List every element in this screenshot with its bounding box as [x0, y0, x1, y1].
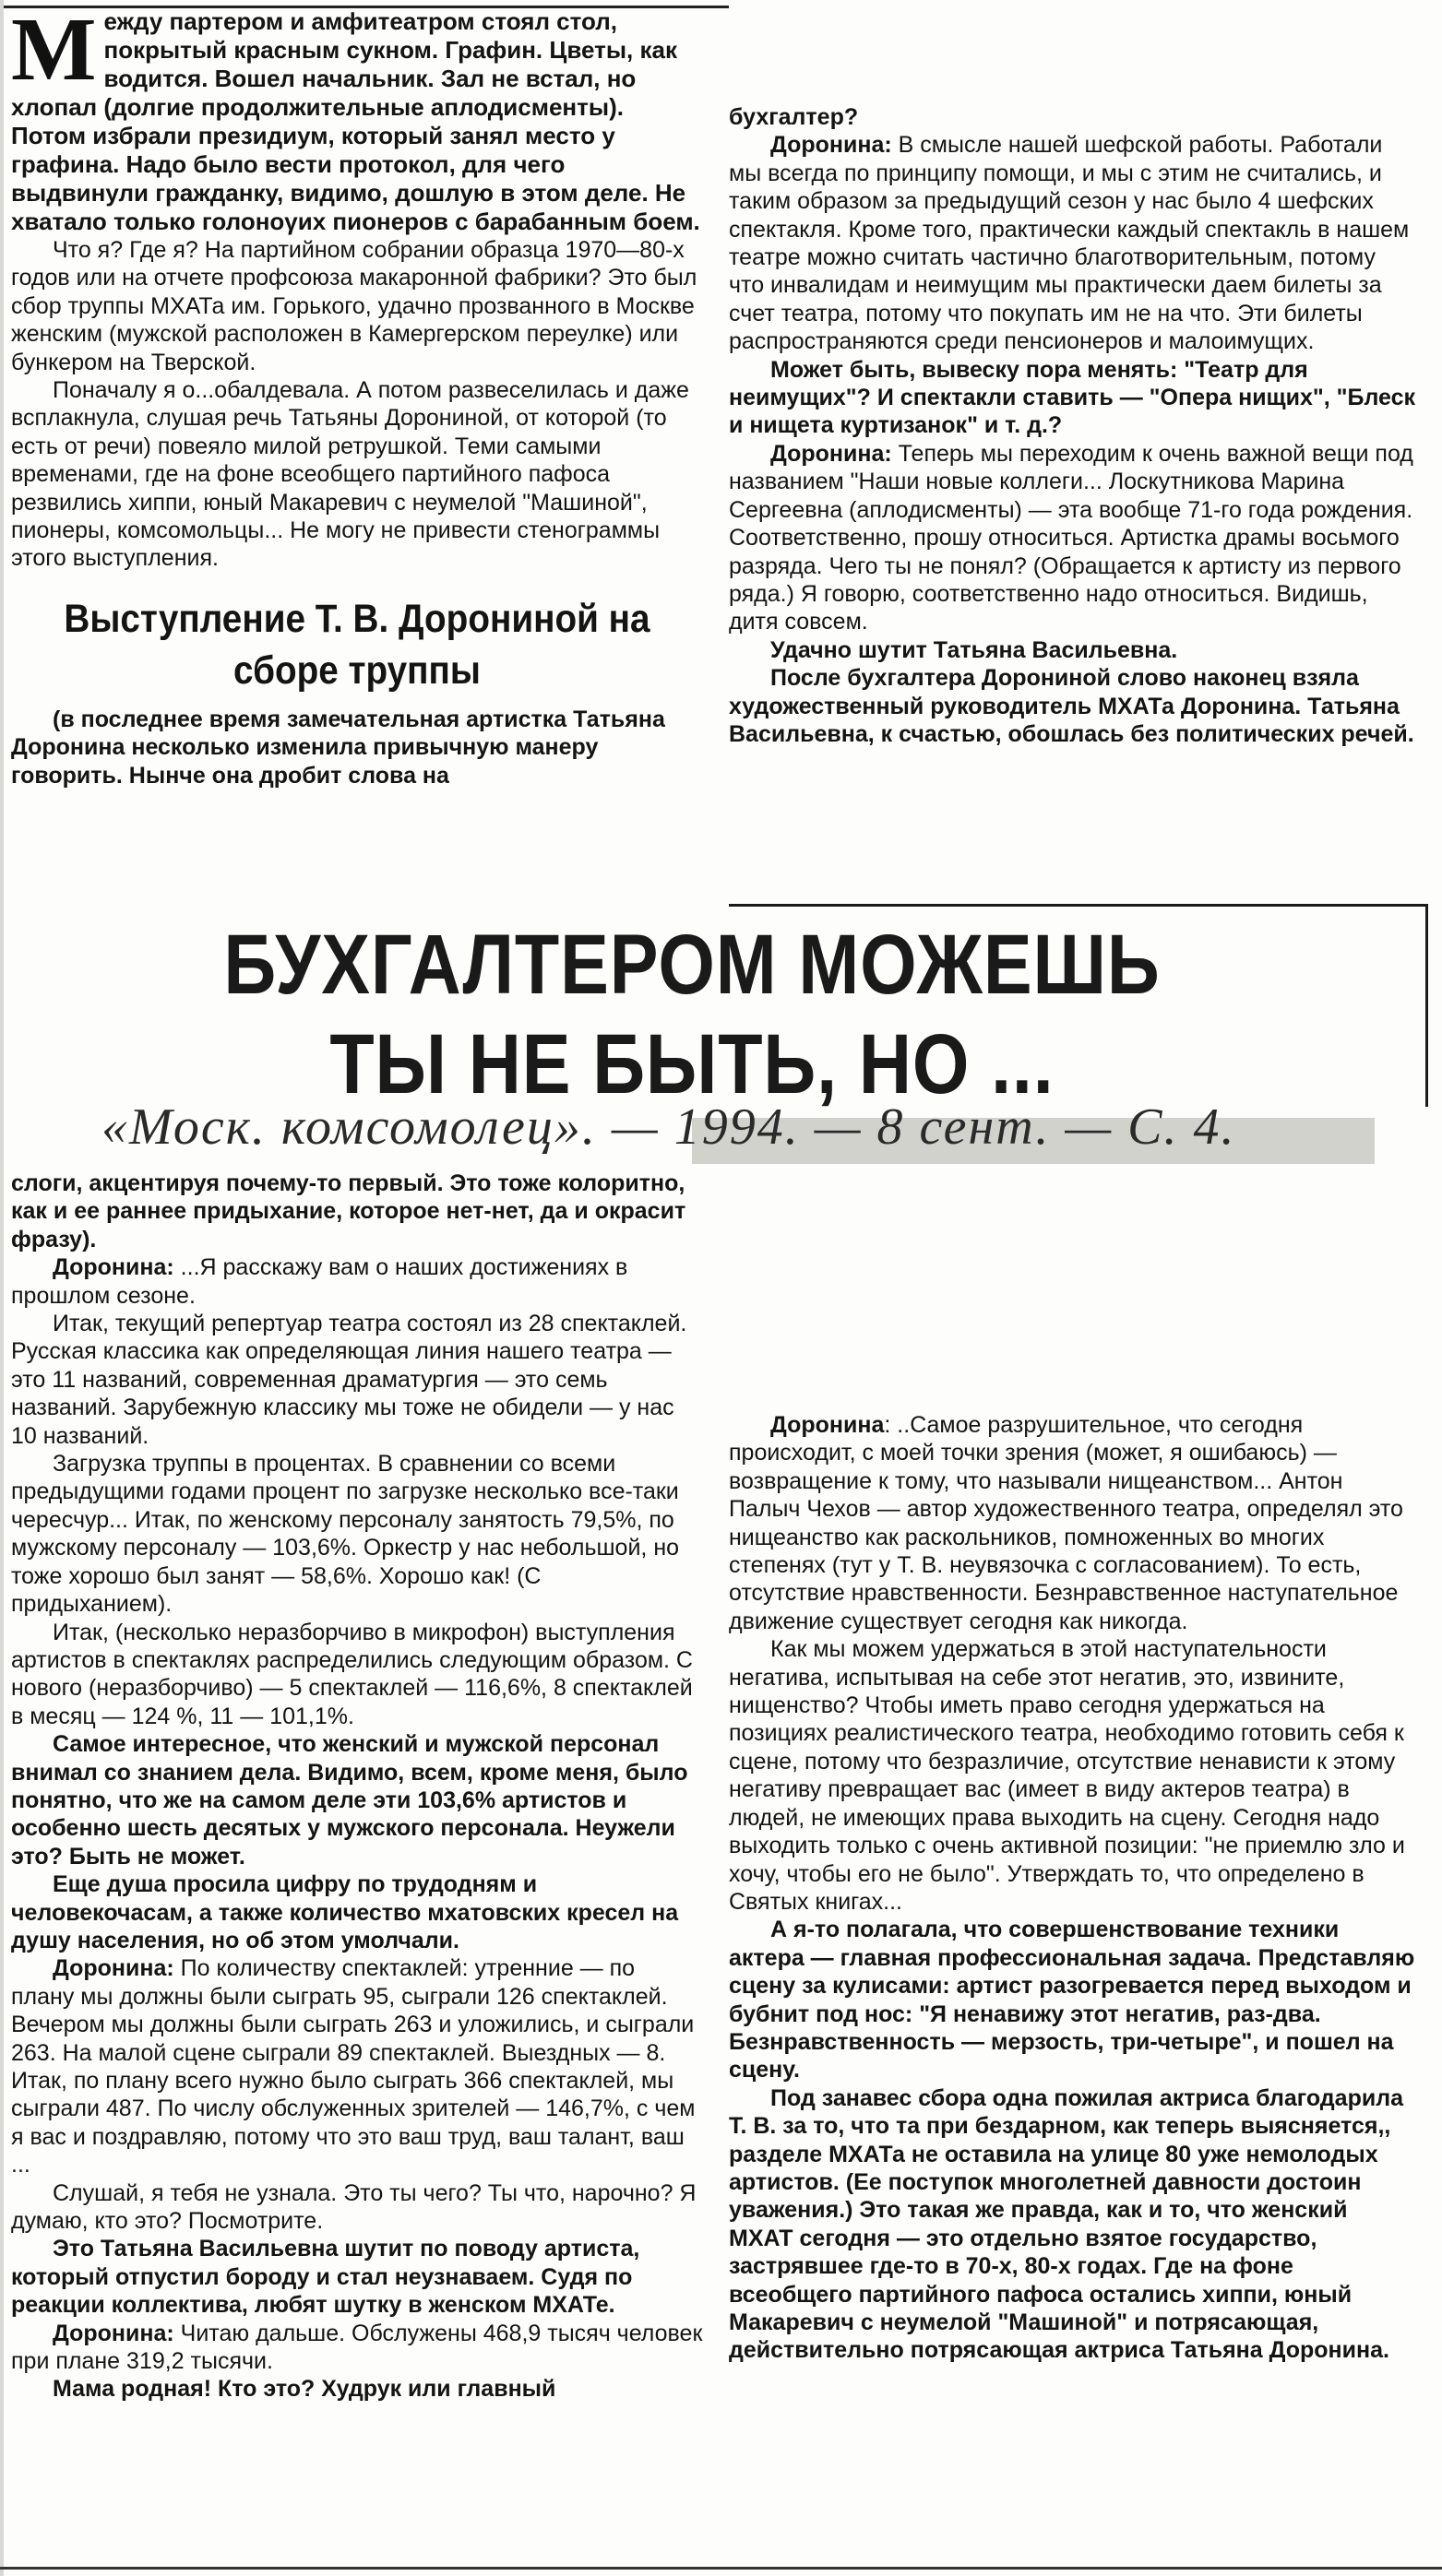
speaker-label: Доронина [770, 1412, 885, 1438]
paragraph-text: бухгалтер? [729, 104, 859, 130]
paragraph-text: Читаю дальше. Обслужены 468,9 тысяч человек при плане 319,2 тысячи. [11, 2320, 703, 2375]
paragraph-text: Итак, (несколько неразборчиво в микрофон) выступления артистов в спектаклях распределились следующим образом. С нового (неразборчиво) — 5 спектаклей — 116,6%, 8 спектаклей в месяц — 124 %, 11 — 101,1%. [11, 1619, 693, 1729]
speech-intro: (в последнее время замечательная артистка Татьяна Доронина несколько изменила привычную манеру говорить. Нынче она дробит слова на [11, 706, 665, 789]
lead-text: ежду партером и амфитеатром стоял стол, покрытый красным сукном. Графин. Цветы, как водится. Вошел начальник. Зал не встал, но хлопал (долгие продолжительные аплодисменты). Потом избрали президиум, который занял место у графина. Надо было вести протокол, для чего выдвинули гражданку, видимо, дошлую в этом деле. Не хватало только голонογих пионеров с барабанным боем. [11, 7, 700, 235]
paragraph [729, 131, 1416, 355]
paragraph [11, 1450, 703, 1618]
paragraph [729, 356, 1416, 440]
paragraph [11, 1310, 703, 1450]
paragraph-text: Это Татьяна Васильевна шутит по поводу артиста, который отпустил бороду и стал неузнаваем. Судя по реакции коллектива, любят шутку в женском МХАТе. [11, 2236, 640, 2319]
paragraph [729, 636, 1416, 664]
paragraph-text: Как мы можем удержаться в этой наступательности негатива, испытывая на себе этот негатив, это, извините, нищенство? Чтобы иметь право сегодня удержаться на позициях реалистического театра, необходимо готовить себя к сцене, потому что безразличие, отсутствие ненависти к этому негативу превращает вас (имеет в виду актеров театра) в людей, не имеющих права выходить на сцену. Сегодня надо выходить только с очень активной позиции: "не приемлю зло и хочу, чтобы его не было". Утверждать то, что определено в Святых книгах... [729, 1636, 1405, 1915]
column-bottom-right [729, 1411, 1416, 2365]
paragraph-text: слоги, акцентируя почему-то первый. Это тоже колоритно, как и ее раннее придыхание, которое нет-нет, да и окрасит фразу). [11, 1170, 686, 1252]
paragraph [729, 440, 1416, 636]
column-bottom-left [11, 1169, 703, 2404]
paragraph [11, 1870, 703, 1954]
paragraph: Что я? Где я? На партийном собрании образца 1970—80-х годов или на отчете профсоюза макаронной фабрики? Это был сбор труппы МХАТа им. Горького, удачно прозванного в Москве женским (мужской расположен в Камергерском переулке) или бункером на Тверской. [11, 237, 697, 375]
paragraph [11, 1730, 703, 1870]
column-top-left [11, 0, 703, 789]
headline-frame-right [1425, 904, 1428, 1107]
paragraph-text: Удачно шутит Татьяна Васильевна. [770, 636, 1178, 663]
speech-title: Выступление Т. В. Дорониной на сборе труппы [64, 596, 650, 693]
paragraph-text: В смысле нашей шефской работы. Работали мы всегда по принципу помощи, и мы с этим не считались, и таким образом за предыдущий сезон у нас было 4 шефских спектакля. Кроме того, практически каждый спектакль в нашем театре можно считать частично благотворительным, потому что инвалидам и неимущим мы практически даем билеты за счет театра, потому что покупать им не на что. Эти билеты распространяются среди пенсионеров и малоимущих. [729, 132, 1410, 355]
paragraph-text: Слушай, я тебя не узнала. Это ты чего? Ты что, нарочно? Я думаю, кто это? Посмотрите. [11, 2179, 697, 2235]
paragraph-text: Еще душа просила цифру по трудодням и человекочасам, а также количество мхатовских кресел на душу населения, но об этом умолчали. [11, 1871, 679, 1953]
speaker-label: Доронина: [53, 1955, 174, 1982]
clipping-bottom-edge [0, 2567, 1442, 2570]
speaker-label: Доронина: [53, 1254, 174, 1281]
paragraph [729, 2084, 1416, 2365]
paragraph [729, 664, 1416, 748]
paragraph [729, 103, 1416, 131]
headline-line-2: ТЫ НЕ БЫТЬ, НО ... [329, 1017, 1055, 1111]
paragraph: Поначалу я о...обалдевала. А потом развеселилась и даже всплакнула, слушая речь Татьяны Дорониной, от которой (то есть от речи) повеяло милой ретрушкой. Теми самыми временами, где на фоне всеобщего партийного пафоса резвились хиппи, юный Макаревич с неумелой "Машиной", пионеры, комсомольцы... Не могу не привести стенограммы этого выступления. [11, 377, 689, 572]
paragraph-text: Самое интересное, что женский и мужской персонал внимал со знанием дела. Видимо, всем, кроме меня, было понятно, что же на самом деле эти 103,6% артистов и особенно шесть десятых у мужского персонала. Неужели это? Быть не может. [11, 1731, 688, 1870]
paragraph [729, 1916, 1416, 2083]
paragraph [11, 2179, 703, 2236]
clipping-left-edge [0, 0, 4, 2576]
paragraph [729, 1635, 1416, 1916]
drop-cap: М [11, 0, 97, 100]
speaker-label: Доронина: [770, 132, 892, 159]
paragraph-text: ...Я расскажу вам о наших достижениях в прошлом сезоне. [11, 1254, 628, 1309]
paragraph-text: Загрузка труппы в процентах. В сравнении со всеми предыдущими годами процент по загрузке несколько все-таки чересчур... Итак, по женскому персоналу занятость 79,5%, по мужскому персоналу — 103,6%. Оркестр у нас небольшой, но тоже хорошо был занят — 58,6%. Хорошо как! (С придыханием). [11, 1451, 680, 1618]
paragraph [11, 1619, 703, 1731]
handwritten-source-note: «Моск. комсомолец». — 1994. — 8 сент. — С. 4. [101, 1098, 1236, 1156]
headline-frame-top [729, 904, 1428, 907]
paragraph-text: Может быть, вывеску пора менять: "Театр для неимущих"? И спектакли ставить — "Опера нищих", "Блеск и нищета куртизанок" и т. д.? [729, 356, 1416, 439]
paragraph [11, 2235, 703, 2319]
paragraph [11, 1253, 703, 1310]
paragraph-text: : ..Самое разрушительное, что сегодня происходит, с моей точки зрения (может, я ошибаюсь) — возвращение к тому, что называли нищеанством... Антон Палыч Чехов — автор художественного театра, определял это нищеанство как раскольников, помноженных во многих степенях (тут у Т. В. неувязочка с согласованием). То есть, отсутствие нравственности. Безнравственное наступательное движение существует сегодня как никогда. [729, 1412, 1403, 1634]
paragraph [729, 1411, 1416, 1635]
speaker-label: Доронина: [770, 440, 892, 467]
headline [216, 915, 1168, 1114]
lead-paragraph [11, 0, 703, 236]
paragraph-text: Под занавес сбора одна пожилая актриса благодарила Т. В. за то, что та при бездарном, как теперь выясняется,, разделе МХАТа не оставила на улице 80 уже немолодых артистов. (Ее поступок многолетней давности достоин уважения.) Это такая же правда, как и то, что женский МХАТ сегодня — это отдельно взятое государство, застрявшее где-то в 70-х, 80-х годах. Где на фоне всеобщего партийного пафоса остались хиппи, юный Макаревич с неумелой "Машиной" и потрясающая, действительно потрясающая актриса Татьяна Доронина. [729, 2084, 1403, 2364]
paragraph-text: После бухгалтера Дорониной слово наконец взяла художественный руководитель МХАТа Доронина. Татьяна Васильевна, к счастью, обошлась без политических речей. [729, 665, 1414, 747]
paragraph-text: Мама родная! Кто это? Худрук или главный [53, 2376, 556, 2403]
paragraph [11, 1169, 703, 1253]
paragraph-text: Итак, текущий репертуар театра состоял из 28 спектаклей. Русская классика как определяющая линия нашего театра — это 11 названий, современная драматургия — это семь названий. Зарубежную классику мы тоже не обидели — у нас 10 названий. [11, 1311, 687, 1449]
speaker-label: Доронина: [53, 2320, 174, 2346]
headline-line-1: БУХГАЛТЕРОМ МОЖЕШЬ [223, 918, 1161, 1012]
paragraph-text: Теперь мы переходим к очень важной вещи под названием "Наши новые коллеги... Лоскутникова Марина Сергеевна (аплодисменты) — эта вообще 71-го года рождения. Соответственно, прошу относиться. Артистка драмы восьмого разряда. Чего ты не понял? (Обращается к артисту из первого ряда.) Я говорю, соответственно надо относиться. Видишь, дитя совсем. [729, 440, 1413, 635]
paragraph-text: По количеству спектаклей: утренние — по плану мы должны были сыграть 95, сыграли 126 спектаклей. Вечером мы должны были сыграть 263 и уложились, и сыграли 263. На малой сцене сыграли 89 спектаклей. Выездных — 8. Итак, по плану всего нужно было сыграть 366 спектаклей, мы сыграли 487. По числу обслуженных зрителей — 146,7%, с чем я вас и поздравляю, потому что это ваш труд, ваш талант, ваш ... [11, 1955, 696, 2178]
paragraph [11, 1954, 703, 2178]
paragraph-text: А я-то полагала, что совершенствование техники актера — главная профессиональная задача. Представляю сцену за кулисами: артист разогревается перед выходом и бубнит под нос: "Я ненавижу этот негатив, раз-два. Безнравственность — мерзость, три-четыре", и пошел на сцену. [729, 1917, 1415, 2083]
column-top-right [729, 103, 1416, 748]
paragraph [11, 2375, 703, 2403]
paragraph [11, 2320, 703, 2376]
